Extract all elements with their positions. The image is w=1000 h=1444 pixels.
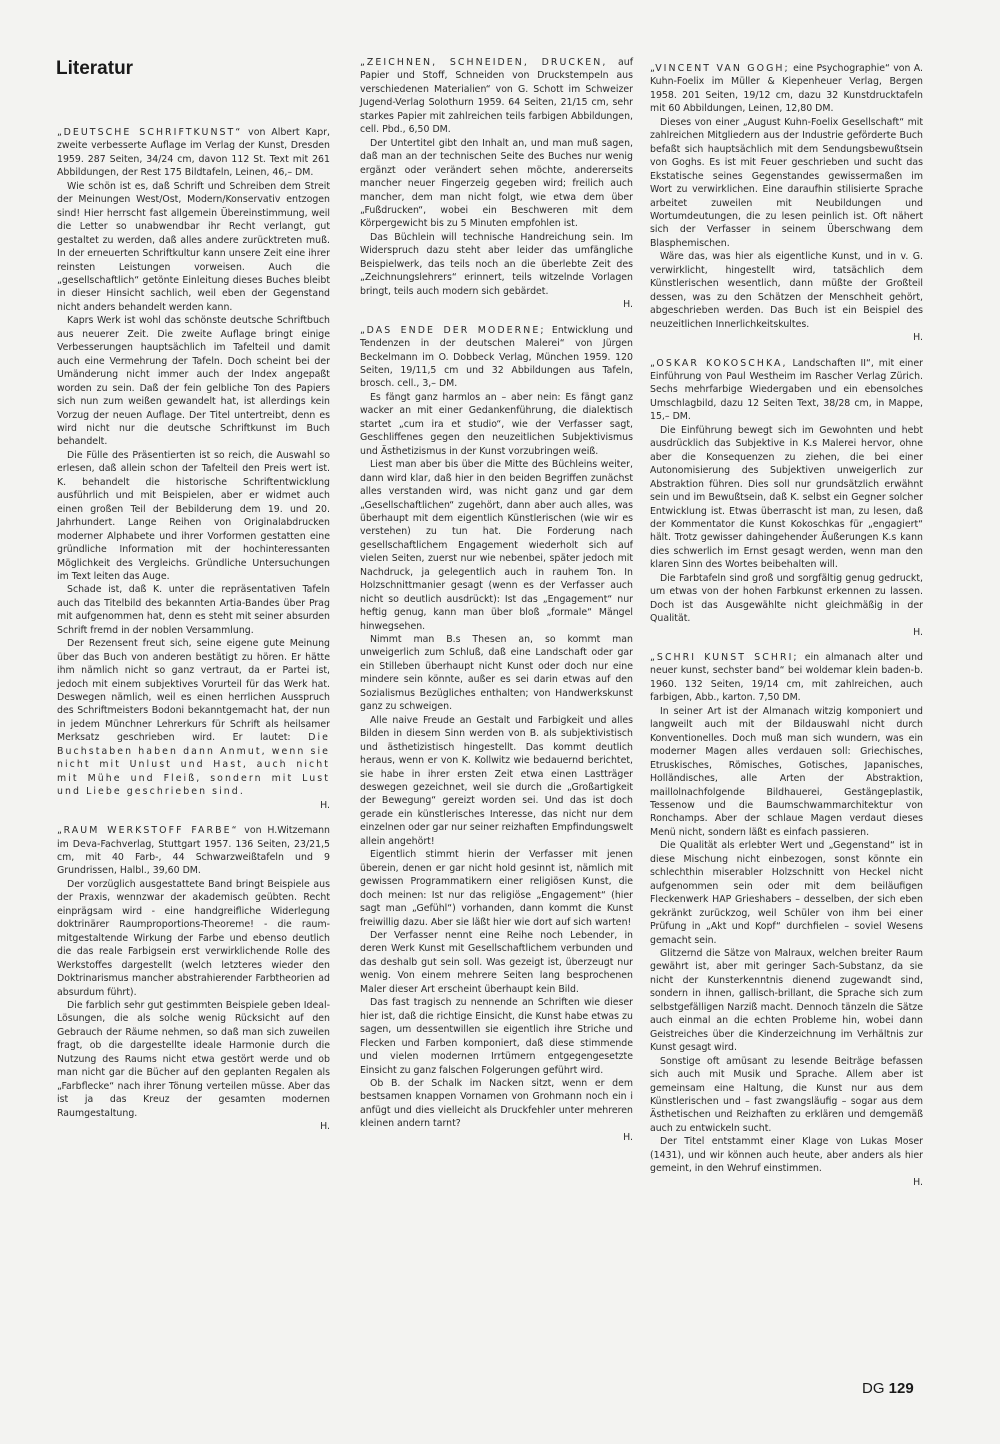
review-paragraph: In seiner Art ist der Almanach witzig komponiert und langweilt auch mit der Bildauswahl nicht durch Konventionelles. Doch muß man sich wundern, was ein moderner Magen alles verdauen soll: Griechisches, Etruskisches, Römisches, Gotisches, Japanisches, Holländisches, alle Arten der Abstraktion, maillolnachfolgende Bildhauerei, Gestängeplastik, Tessenow und die Baumschwammarchitektur von Ronchamps. Aber der schlaue Magen verdaut dieses Menü nicht, sondern läßt es einfach passieren. (650, 705, 923, 838)
review-paragraph: Der vorzüglich ausgestattete Band bringt Beispiele aus der Praxis, wennzwar der akademisch geübten. Recht einprägsam wird - eine handgreifliche Widerlegung doktrinärer Raumproportions-Theoreme! - die raum-mitgestaltende Wirkung der Farbe und ebenso deutlich die das reale Farbigsein erst verwirklichende Rolle des Werkstoffes dargestellt (welch letzteres wieder den Doktrinarismus mancher abstrahierender Farbtheorien ad absurdum führt). (57, 878, 330, 998)
column-1 (57, 126, 330, 1146)
review-paragraph-text: Der Rezensent freut sich, seine eigene gute Meinung über das Buch von anderen bestätigt zu hören. Er hätte ihm nämlich nicht so ganz vertraut, da er Partei ist, jedoch mit einem subjektives Vorurteil für das Werk hat. Deswegen nämlich, weil es einen herrlichen Ausspruch des Schriftmeisters Bodoni bekanntgemacht hat, der nun in jedem Münchner Lehrerkurs für Schrift als heilsamer Merksatz geschrieben wird. Er lautet: (57, 638, 330, 744)
review-paragraph: Die Einführung bewegt sich im Gewohnten und hebt ausdrücklich das Subjektive in K.s Malerei hervor, ohne aber die Konsequenzen zu ziehen, die bei einer Autonomisierung des Subjektiven unweigerlich zur Abstraktion führen. Dies soll nur grundsätzlich erwähnt sein und im Bewußtsein, daß K. selbst ein Gegner solcher Entwicklung ist. Etwas überrascht ist man, zu lesen, daß der Kommentator die Kunst Kokoschkas für „engagiert“ hält. Trotz gewisser dahingehender Äußerungen K.s kann dies schwerlich im Ernst gesagt werden, wenn man den klaren Sinn des Wortes beibehalten will. (650, 424, 923, 571)
review-signature: H. (320, 1121, 330, 1133)
review-paragraph: Eigentlich stimmt hierin der Verfasser mit jenen überein, denen er gar nicht hold gesinnt ist, nämlich mit gewissen Programmatikern einer religiösen Kunst, die doch meinen: Ist nur das religiöse „Engagement“ (hier sagt man „Gefühl“) vorhanden, dann kommt die Kunst freiwillig dazu. Aber sie läßt hier wie dort auf sich warten! (360, 849, 633, 928)
review-paragraph: Wie schön ist es, daß Schrift und Schreiben dem Streit der Meinungen West/Ost, Modern/Konservativ entzogen sind! Hier herrscht fast allgemein Übereinstimmung, weil die Letter so unabwendbar ihr Recht verlangt, gut gestaltet zu werden, daß alles andere zurücktreten muß. In der erneuerten Schriftkultur kann unsere Zeit eine ihrer reinsten Leistungen vorweisen. Auch die „gesellschaftlich“ getönte Einleitung dieses Buches bleibt in dieser Hinsicht sachlich, weil eben der Gegenstand nicht anders behandelt werden kann. (57, 180, 330, 313)
review-deutsche-schriftkunst (57, 126, 330, 812)
review-citation (650, 62, 923, 116)
review-das-ende-der-moderne (360, 324, 633, 1145)
section-heading: Literatur (56, 58, 134, 79)
book-details: auf Papier und Stoff, Schneiden von Druckstempeln aus verschiedenen Materialien“ von G. Schott im Schweizer Jugend-Verlag Solothurn 1959. 64 Seiten, 21/15 cm, sehr starkes Papier mit zahlreichen teils farbigen Abbildungen, cell. Pbd., 6,50 DM. (360, 57, 633, 136)
review-paragraph: Das fast tragisch zu nennende an Schriften wie dieser hier ist, daß die richtige Einsicht, die Kunst habe etwas zu sagen, um dessentwillen sie eigentlich ihre Striche und Flecken und Farben komponiert, daß diese stimmende und vielen modernen Irrtümern entgegengesetzte Einsicht zu ganz falschen Folgerungen geführt wird. (360, 997, 633, 1076)
review-signature: H. (913, 1176, 923, 1188)
review-paragraph: Glitzernd die Sätze von Malraux, welchen breiter Raum gewährt ist, aber mit geringer Sach-Substanz, da sie nicht der Kunsterkenntnis dienend zugewandt sind, sondern in ihnen, gallisch-brillant, die Sprache sich zum selbstgefälligen Narziß macht. Dennoch tänzeln die Sätze auch einmal an die echten Probleme hin, wobei dann Geistreiches über die Kinderzeichnung im Verhältnis zur Kunst gesagt wird. (650, 948, 923, 1054)
book-title: „OSKAR KOKOSCHKA, (650, 357, 788, 369)
review-citation (57, 126, 330, 180)
review-paragraph: Der Verfasser nennt eine Reihe noch Lebender, in deren Werk Kunst mit Gesellschaftlichem verbunden und das deshalb gut sein soll. Was gezeigt ist, überzeugt nur wenig. Von einem mehrere Seiten lang besprochenen Maler dieser Art erscheint überhaupt kein Bild. (360, 930, 633, 995)
review-paragraph: Kaprs Werk ist wohl das schönste deutsche Schriftbuch aus neuerer Zeit. Die zweite Auflage bringt einige Verbesserungen hauptsächlich im Tafelteil und damit auch eine Vermehrung der Tafeln. Doch scheint bei der Umänderung nicht immer auch der Index angepaßt worden zu sein. Daß der fein gelbliche Ton des Papiers sich nun zum weißen gewandelt hat, ist allerdings kein Vorzug der neuen Auflage. Der Titel untertreibt, denn es wird nicht nur die deutsche Schriftkunst im Buch behandelt. (57, 315, 330, 448)
review-paragraph: Es fängt ganz harmlos an – aber nein: Es fängt ganz wacker an mit einer Gedankenführung, die dialektisch startet „cum ira et studio“, wie der Verfasser sagt, Geschliffenes gegen den neuzeitlichen Subjektivismus und Ästhetizismus in der Kunst vorzubringen weiß. (360, 391, 633, 457)
book-title: „RAUM WERKSTOFF FARBE“ (57, 825, 239, 837)
review-paragraph: Die Farbtafeln sind groß und sorgfältig genug gedruckt, um etwas von der hohen Farbkunst erkennen zu lassen. Doch ist das Ausgewählte nicht gleichmäßig in der Qualität. (650, 572, 923, 625)
review-paragraph: Das Büchlein will technische Handreichung sein. Im Widerspruch dazu steht aber leider das umfängliche Beispielwerk, das teils noch an die überlebte Zeit des „Zeichnungslehrers“ erinnert, teils witzelnde Vorlagen bringt, teils auch modern sich gebärdet. (360, 231, 633, 297)
book-title: „ZEICHNEN, SCHNEIDEN, DRUCKEN, (360, 57, 608, 68)
review-paragraph: Ob B. der Schalk im Nacken sitzt, wenn er dem bestsamen knappen Vornamen von Grohmann noch ein i anfügt und dies vielleicht als Druckfehler unter mehreren kleinen andern tarnt? (360, 1077, 633, 1130)
review-signature: H. (623, 299, 633, 311)
review-signature: H. (623, 1131, 633, 1143)
review-citation (57, 824, 330, 878)
review-paragraph: Der Untertitel gibt den Inhalt an, und man muß sagen, daß man an der technischen Seite des Buches nur wenig ergänzt oder verändert sehen möchte, andererseits mancher neuer Fingerzeig gegeben wird; freilich auch mancher, dem man nicht folgt, wie etwa dem über „Fußdrucken“, wobei ein Beschweren mit dem Körpergewicht bis zu 5 Minuten empfohlen ist. (360, 137, 633, 230)
review-signature: H. (913, 626, 923, 638)
bodoni-quote: Die Buchstaben haben dann Anmut, wenn sie nicht mit Unlust und Hast, auch nicht mit Mühe und Fleiß, sondern mit Lust und Liebe geschrieben sind. (57, 732, 330, 798)
review-zeichnen-schneiden-drucken (360, 56, 633, 312)
review-paragraph: Die farblich sehr gut gestimmten Beispiele geben Ideal-Lösungen, die als solche wenig Rücksicht auf den Gebrauch der Räume nehmen, so daß man sich zuweilen fragt, ob die dargestellte ideale Harmonie durch die Nutzung des Raums nicht etwa gestört werde und ob man nicht gar die Bücher auf den geplanten Regalen als „Farbflecke“ nach ihrer Tönung verteilen müsse. Aber das ist ja das Kreuz der gesamten modernen Raumgestaltung. (57, 1000, 330, 1119)
book-details: Entwicklung und Tendenzen in der deutschen Malerei“ von Jürgen Beckelmann im O. Dobbeck Verlag, München 1959. 120 Seiten, 19/11,5 cm und 32 Abbildungen aus Tafeln, brosch. cell., 3,– DM. (360, 324, 633, 390)
book-title: „DEUTSCHE SCHRIFTKUNST“ (57, 127, 243, 138)
book-details: von H.Witzemann im Deva-Fachverlag, Stuttgart 1957. 136 Seiten, 23/21,5 cm, mit 40 Farb-, 44 Schwarzweißtafeln und 9 Grundrissen, Halbl., 39,60 DM. (57, 825, 330, 877)
review-schri-kunst-schri (650, 651, 923, 1189)
column-2 (360, 56, 633, 1156)
review-paragraph: Die Qualität als erlebter Wert und „Gegenstand“ ist in diese Mischung nicht einbezogen, sonst könnte ein schlechthin miserabler Holzschnitt von Heckel nicht aufgenommen sein oder mit dem beiläufigen Fleckenwerk HAP Grieshabers – desselben, der sich eben gekränkt zurückzog, weil Schüler von ihm bei einer Prüfung in „Akt und Kopf“ durchfielen – soviel Wesens gemacht sein. (650, 840, 923, 946)
page-number: 129 (888, 1380, 914, 1397)
review-paragraph: Der Titel entstammt einer Klage von Lukas Moser (1431), und wir können auch heute, aber anders als hier gemeint, in den Wehruf einstimmen. (650, 1136, 923, 1175)
column-3 (650, 62, 923, 1201)
review-signature: H. (913, 332, 923, 344)
book-title: „SCHRI KUNST SCHRI; (650, 652, 799, 664)
book-details: von Albert Kapr, zweite verbesserte Auflage im Verlag der Kunst, Dresden 1959. 287 Seiten, 34/24 cm, davon 112 St. Text mit 261 Abbildungen, der Rest 175 Bildtafeln, Leinen, 46,– DM. (57, 127, 330, 179)
book-details: ein almanach alter und neuer kunst, sechster band“ bei woldemar klein baden-b. 1960. 132 Seiten, 19/14 cm, mit zahlreichen, auch farbigen, Abb., karton. 7,50 DM. (650, 652, 923, 704)
review-citation (650, 651, 923, 705)
book-title: „VINCENT VAN GOGH; (650, 63, 790, 74)
review-paragraph: Nimmt man B.s Thesen an, so kommt man unweigerlich zum Schluß, daß eine Landschaft oder gar ein Stilleben überhaupt nicht Kunst oder doch nur eine mindere sein könnte, außer es sei darin etwas auf den Sozialismus Bezügliches enthalten; von Handwerkskunst ganz zu schweigen. (360, 634, 633, 713)
review-signature: H. (320, 799, 330, 811)
review-citation (360, 56, 633, 137)
review-raum-werkstoff-farbe (57, 824, 330, 1133)
book-details: Landschaften II“, mit einer Einführung von Paul Westheim im Rascher Verlag Zürich. Sechs mehrfarbige Wiedergaben und ein ebensolches Umschlagbild, dazu 12 Seiten Text, 38/28 cm, in Mappe, 15,– DM. (650, 357, 923, 423)
review-paragraph: Die Fülle des Präsentierten ist so reich, die Auswahl so erlesen, daß allein schon der Tafelteil den Preis wert ist. K. behandelt die historische Schriftentwicklung ausführlich und mit Beispielen, aber er widmet auch einen großen Teil der Bebilderung dem 19. und 20. Jahrhundert. Lange Reihen von Originalabdrucken moderner Alphabete und ihrer Vorformen gestatten eine gründliche Information mit der hochinteressanten Möglichkeit des Vergleichs. Gründliche Untersuchungen im Text leiten das Auge. (57, 449, 330, 582)
journal-abbrev: DG (862, 1380, 885, 1397)
review-paragraph: Liest man aber bis über die Mitte des Büchleins weiter, dann wird klar, daß hier in den beiden Begriffen zunächst alles verstanden wird, was nicht ganz und gar dem „Gesellschaftlichen“ zugehört, dann aber auch alles, was überhaupt mit dem eigentlich Künstlerischen (wie wir es verstehen) zu tun hat. Die Forderung nach gesellschaftlichem Engagement wiederholt sich auf vielen Seiten, zuerst nur wie nebenbei, später jedoch mit Nachdruck, ja gelegentlich auch in rauhem Ton. In Holzschnittmanier gesagt (wenn es der Verfasser auch nicht so deutlich ausdrückt): Ist das „Engagement“ nur heftig genug, kann man über bloß „formale“ Mängel hinwegsehen. (360, 459, 633, 632)
review-paragraph: Alle naive Freude an Gestalt und Farbigkeit und alles Bilden in diesem Sinn werden von B. als subjektivistisch und ästhetizistisch hingestellt. Das kommt deutlich heraus, wenn er von K. Kollwitz wie bedauernd berichtet, sie habe in ihrer ersten Zeit etwa einen Lastträger deswegen gezeichnet, weil sie durch die „Großartigkeit der Bewegung“ gereizt worden sei. Und das ist doch gerade ein künstlerisches Interesse, das nicht nur dem einzelnen oder gar nur seiner reizhaften Empfindungswelt allein angehört! (360, 714, 633, 847)
review-paragraph: Sonstige oft amüsant zu lesende Beiträge befassen sich auch mit Musik und Sprache. Allem aber ist gemeinsam eine Haltung, die Kunst nur aus dem Künstlerischen und – fast zwangsläufig – sogar aus dem Ästhetischen und Reizhaften zu erklären und demgemäß auch zu entwickeln sucht. (650, 1055, 923, 1134)
review-oskar-kokoschka (650, 357, 923, 640)
review-paragraph: Schade ist, daß K. unter die repräsentativen Tafeln auch das Titelbild des bekannten Artia-Bandes über Prag mit aufgenommen hat, denn es steht mit seiner absurden Schrift fremd in der noblen Versammlung. (57, 584, 330, 636)
page-footer (862, 1380, 914, 1397)
review-citation (360, 324, 633, 391)
review-paragraph: Wäre das, was hier als eigentliche Kunst, und in v. G. verwirklicht, hingestellt wird, tatsächlich dem Künstlerischen wesentlich, dann müßte der Großteil dessen, was zu den Schätzen der Menschheit gehört, abgeschrieben werden. Das Buch ist ein Beispiel des neuzeitlichen Innerlichkeitskultes. (650, 251, 923, 330)
review-paragraph: Dieses von einer „August Kuhn-Foelix Gesellschaft“ mit zahlreichen Mitgliedern aus der Industrie geförderte Buch befaßt sich hauptsächlich mit dem Sendungsbewußtsein von Goghs. Es ist mit Feuer geschrieben und sucht das Ekstatische seines Gegenstandes gewissermaßen im Wort zu verwirklichen. Eine daraufhin stilisierte Sprache arbeitet zuweilen mit Neubildungen und Wortumdeutungen, die zu lesen peinlich ist. Oft nähert sich der Verfasser in seinem Überschwang dem Blasphemischen. (650, 116, 923, 249)
review-vincent-van-gogh (650, 62, 923, 345)
review-citation (650, 357, 923, 424)
book-title: „DAS ENDE DER MODERNE; (360, 324, 546, 336)
book-details: eine Psychographie“ von A. Kuhn-Foelix im Müller & Kiepenheuer Verlag, Bergen 1958. 201 Seiten, 19/12 cm, dazu 32 Kunstdrucktafeln mit 60 Abbildungen, Leinen, 12,80 DM. (650, 63, 923, 115)
review-paragraph (57, 637, 330, 798)
